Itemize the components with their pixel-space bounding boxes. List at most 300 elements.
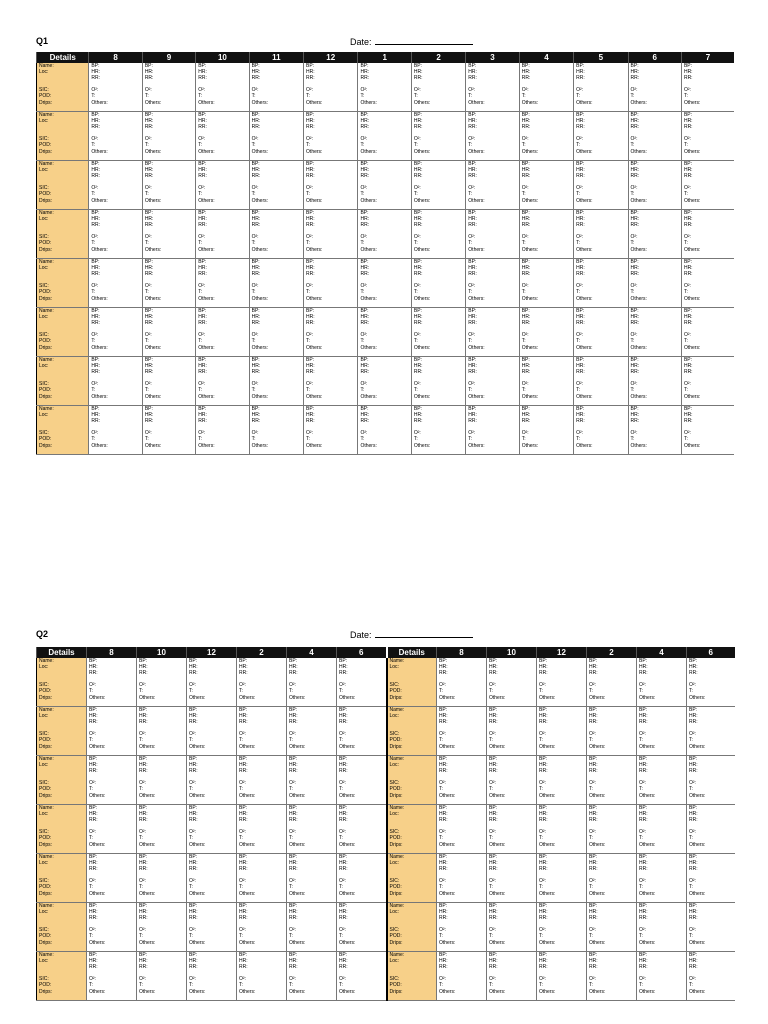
o-label: O²: [521,87,529,94]
vitals-cell[interactable] [142,406,195,455]
vitals-cell[interactable] [637,658,687,707]
vitals-cell[interactable] [437,952,487,1001]
rr-label: RR: [306,418,315,425]
bp-label: BP: [439,756,448,762]
rr-label: RR: [251,75,261,82]
vitals-cell[interactable] [628,259,681,308]
vitals-cell[interactable] [437,756,487,805]
patient-details-cell[interactable] [37,259,89,308]
vitals-cell[interactable] [142,210,195,259]
t-label: T: [683,191,688,198]
vitals-cell[interactable] [537,805,587,854]
vitals-cell[interactable] [681,112,734,161]
o-label: O²: [639,780,646,787]
vitals-cell[interactable] [187,903,237,952]
vitals-cell[interactable] [628,63,681,112]
vitals-cell[interactable] [237,658,287,707]
vitals-cell[interactable] [574,112,628,161]
vitals-cell[interactable] [574,63,628,112]
vitals-cell[interactable] [437,903,487,952]
patient-details-cell[interactable] [37,112,89,161]
vitals-cell[interactable] [187,854,237,903]
vitals-cell[interactable] [196,112,249,161]
vitals-cell[interactable] [249,357,303,406]
vitals-cell[interactable] [574,406,628,455]
vitals-cell[interactable] [411,210,465,259]
vitals-cell[interactable] [574,259,628,308]
vitals-cell[interactable] [628,112,681,161]
vitals-cell[interactable] [187,658,237,707]
vitals-cell[interactable] [574,308,628,357]
others-label: Others: [589,694,606,701]
hour-column-header: 4 [637,647,687,658]
vitals-cell[interactable] [628,161,681,210]
vitals-cell[interactable] [681,210,734,259]
rr-label: RR: [189,964,198,971]
vitals-cell[interactable] [637,805,687,854]
hr-label: HR: [468,363,477,370]
vitals-cell[interactable] [687,854,735,903]
t-label: T: [89,688,93,695]
vitals-cell[interactable] [249,210,303,259]
vitals-cell[interactable] [537,707,587,756]
vitals-cell[interactable] [137,707,187,756]
vitals-cell[interactable] [87,952,137,1001]
vitals-cell[interactable] [187,952,237,1001]
t-label: T: [289,884,293,891]
vitals-cell[interactable] [637,756,687,805]
vitals-cell[interactable] [187,707,237,756]
vitals-cell[interactable] [487,805,537,854]
bp-label: BP: [576,210,585,216]
bp-label: BP: [689,756,698,762]
vitals-cell[interactable] [358,308,411,357]
patient-details-cell[interactable] [387,658,437,707]
vitals-cell[interactable] [89,357,142,406]
vitals-cell[interactable] [587,805,637,854]
vitals-cell[interactable] [628,357,681,406]
o-label: O²: [339,682,346,689]
vitals-cell[interactable] [89,259,142,308]
vitals-cell[interactable] [89,63,142,112]
vitals-cell[interactable] [287,805,337,854]
vitals-cell[interactable] [466,259,519,308]
patient-details-cell[interactable] [387,952,437,1001]
patient-details-cell[interactable] [37,756,87,805]
t-label: T: [89,786,93,793]
vitals-cell[interactable] [187,756,237,805]
hour-column-header: 8 [437,647,487,658]
vitals-cell[interactable] [287,707,337,756]
rr-label: RR: [439,964,448,971]
hr-label: HR: [683,69,693,76]
hr-label: HR: [689,811,698,818]
vitals-cell[interactable] [137,805,187,854]
hr-label: HR: [198,314,207,321]
vitals-cell[interactable] [681,406,734,455]
bp-label: BP: [576,357,585,363]
vitals-cell[interactable] [237,707,287,756]
others-label: Others: [139,792,156,799]
o-label: O²: [683,332,691,339]
others-label: Others: [251,442,269,449]
vitals-cell[interactable] [337,707,387,756]
vitals-cell[interactable] [687,756,735,805]
o-label: O²: [89,927,96,934]
vitals-cell[interactable] [687,903,735,952]
vitals-cell[interactable] [237,854,287,903]
vitals-cell[interactable] [574,161,628,210]
vitals-cell[interactable] [537,903,587,952]
vitals-cell[interactable] [304,161,358,210]
vitals-cell[interactable] [587,756,637,805]
vitals-cell[interactable] [337,903,387,952]
vitals-cell[interactable] [237,756,287,805]
hr-label: HR: [144,69,154,76]
vitals-cell[interactable] [196,259,249,308]
vitals-cell[interactable] [487,756,537,805]
vitals-cell[interactable] [89,308,142,357]
vitals-cell[interactable] [249,406,303,455]
others-label: Others: [521,197,539,204]
vitals-cell[interactable] [681,161,734,210]
vitals-cell[interactable] [358,357,411,406]
vitals-cell[interactable] [574,357,628,406]
q1-date-line[interactable] [375,36,473,45]
vitals-cell[interactable] [196,406,249,455]
vitals-cell[interactable] [411,112,465,161]
vitals-cell[interactable] [437,707,487,756]
rr-label: RR: [468,271,477,278]
vitals-cell[interactable] [237,952,287,1001]
q1-date-field[interactable] [350,36,473,47]
vitals-cell[interactable] [466,210,519,259]
vitals-cell[interactable] [637,854,687,903]
patient-details-cell[interactable] [37,658,87,707]
rr-label: RR: [189,915,198,922]
vitals-cell[interactable] [337,756,387,805]
patient-details-cell[interactable] [387,756,437,805]
o-label: O²: [239,878,246,885]
bp-label: BP: [139,903,148,909]
vitals-cell[interactable] [142,308,195,357]
hr-label: HR: [576,69,585,76]
q2-date-line[interactable] [375,629,473,638]
vitals-cell[interactable] [358,259,411,308]
bp-label: BP: [289,756,298,762]
vitals-cell[interactable] [358,406,411,455]
rr-label: RR: [683,124,693,131]
patient-details-cell[interactable] [37,357,89,406]
vitals-cell[interactable] [411,308,465,357]
bp-label: BP: [144,357,153,363]
patient-details-cell[interactable] [387,854,437,903]
vitals-cell[interactable] [587,903,637,952]
vitals-cell[interactable] [487,952,537,1001]
others-label: Others: [251,295,269,302]
vitals-cell[interactable] [304,112,358,161]
vitals-cell[interactable] [466,406,519,455]
rr-label: RR: [630,222,640,229]
vitals-cell[interactable] [87,854,137,903]
bp-label: BP: [630,112,639,118]
bp-label: BP: [251,63,260,69]
patient-details-cell[interactable] [387,805,437,854]
rr-label: RR: [89,866,98,873]
vitals-cell[interactable] [358,63,411,112]
vitals-cell[interactable] [287,854,337,903]
vitals-cell[interactable] [87,903,137,952]
rr-label: RR: [239,915,248,922]
vitals-cell[interactable] [249,308,303,357]
vitals-cell[interactable] [337,952,387,1001]
vitals-cell[interactable] [587,658,637,707]
vitals-cell[interactable] [337,854,387,903]
vitals-cell[interactable] [237,903,287,952]
pod-label: POD: [39,436,52,443]
patient-details-cell[interactable] [37,854,87,903]
bp-label: BP: [689,805,698,811]
t-label: T: [289,688,293,695]
vitals-cell[interactable] [519,210,573,259]
vitals-cell[interactable] [411,63,465,112]
patient-details-cell[interactable] [37,308,89,357]
rr-label: RR: [468,222,477,229]
t-label: T: [91,338,96,345]
vitals-cell[interactable] [687,707,735,756]
vitals-cell[interactable] [628,308,681,357]
vitals-cell[interactable] [587,707,637,756]
o-label: O²: [139,682,146,689]
patient-details-cell[interactable] [37,903,87,952]
vitals-cell[interactable] [358,112,411,161]
vitals-cell[interactable] [519,112,573,161]
bp-label: BP: [91,259,100,265]
patient-details-cell[interactable] [37,210,89,259]
vitals-cell[interactable] [587,854,637,903]
vitals-cell[interactable] [487,707,537,756]
vitals-cell[interactable] [411,357,465,406]
hr-label: HR: [360,216,370,223]
others-label: Others: [468,295,485,302]
t-label: T: [639,835,643,842]
vitals-cell[interactable] [304,63,358,112]
bp-label: BP: [639,707,648,713]
vitals-cell[interactable] [537,756,587,805]
vitals-cell[interactable] [537,658,587,707]
vitals-cell[interactable] [196,308,249,357]
vitals-cell[interactable] [142,63,195,112]
t-label: T: [521,93,526,100]
patient-details-cell[interactable] [37,161,89,210]
vitals-cell[interactable] [87,658,137,707]
hr-label: HR: [144,412,154,419]
vitals-cell[interactable] [137,756,187,805]
vitals-cell[interactable] [196,357,249,406]
vitals-cell[interactable] [411,161,465,210]
vitals-cell[interactable] [681,63,734,112]
vitals-cell[interactable] [519,406,573,455]
sic-label: SIC: [39,976,49,983]
bp-label: BP: [413,406,422,412]
patient-details-cell[interactable] [37,805,87,854]
vitals-cell[interactable] [287,756,337,805]
bp-label: BP: [89,854,98,860]
vitals-cell[interactable] [487,854,537,903]
vitals-cell[interactable] [237,805,287,854]
vitals-cell[interactable] [87,756,137,805]
vitals-cell[interactable] [249,259,303,308]
vitals-cell[interactable] [487,658,537,707]
vitals-cell[interactable] [519,63,573,112]
vitals-cell[interactable] [687,658,735,707]
vitals-cell[interactable] [304,406,358,455]
vitals-cell[interactable] [681,357,734,406]
vitals-cell[interactable] [358,161,411,210]
vitals-cell[interactable] [287,903,337,952]
vitals-cell[interactable] [196,63,249,112]
vitals-cell[interactable] [142,112,195,161]
vitals-cell[interactable] [628,210,681,259]
hr-label: HR: [306,363,315,370]
others-label: Others: [689,743,706,750]
vitals-cell[interactable] [681,308,734,357]
t-label: T: [439,737,443,744]
vitals-cell[interactable] [466,161,519,210]
vitals-cell[interactable] [137,854,187,903]
vitals-cell[interactable] [466,63,519,112]
vitals-cell[interactable] [304,259,358,308]
patient-details-cell[interactable] [37,63,89,112]
vitals-cell[interactable] [304,210,358,259]
vitals-cell[interactable] [519,308,573,357]
others-label: Others: [468,197,485,204]
vitals-cell[interactable] [537,854,587,903]
vitals-cell[interactable] [249,63,303,112]
vitals-cell[interactable] [137,658,187,707]
pod-label: POD: [39,737,52,744]
vitals-cell[interactable] [337,805,387,854]
hr-label: HR: [576,314,585,321]
vitals-cell[interactable] [287,952,337,1001]
hr-label: HR: [639,958,648,965]
vitals-cell[interactable] [411,406,465,455]
vitals-cell[interactable] [142,259,195,308]
vitals-cell[interactable] [687,952,735,1001]
o-label: O²: [630,136,638,143]
name-label: Name: [39,161,54,167]
t-label: T: [689,884,693,891]
vitals-cell[interactable] [519,357,573,406]
vitals-cell[interactable] [87,707,137,756]
o-label: O²: [413,185,421,192]
vitals-cell[interactable] [687,805,735,854]
vitals-cell[interactable] [304,308,358,357]
hr-label: HR: [189,860,198,867]
vitals-cell[interactable] [137,952,187,1001]
vitals-cell[interactable] [187,805,237,854]
others-label: Others: [339,694,356,701]
vitals-cell[interactable] [287,658,337,707]
vitals-cell[interactable] [519,259,573,308]
vitals-cell[interactable] [142,161,195,210]
others-label: Others: [144,442,162,449]
vitals-cell[interactable] [196,161,249,210]
others-label: Others: [289,694,306,701]
t-label: T: [198,338,203,345]
q2-label: Q2 [36,629,49,639]
t-label: T: [339,835,343,842]
patient-details-cell[interactable] [37,406,89,455]
vitals-cell[interactable] [89,112,142,161]
vitals-cell[interactable] [437,854,487,903]
vitals-cell[interactable] [519,161,573,210]
vitals-cell[interactable] [89,210,142,259]
rr-label: RR: [89,817,98,824]
vitals-cell[interactable] [437,658,487,707]
patient-details-cell[interactable] [387,903,437,952]
vitals-cell[interactable] [437,805,487,854]
bp-label: BP: [189,707,198,713]
patient-details-cell[interactable] [387,707,437,756]
t-label: T: [91,436,96,443]
hr-label: HR: [539,958,548,965]
vitals-cell[interactable] [89,161,142,210]
vitals-cell[interactable] [304,357,358,406]
o-label: O²: [89,731,96,738]
vitals-cell[interactable] [87,805,137,854]
vitals-cell[interactable] [337,658,387,707]
vitals-cell[interactable] [196,210,249,259]
vitals-cell[interactable] [487,903,537,952]
q2-date-field[interactable] [350,629,473,640]
patient-details-cell[interactable] [37,952,87,1001]
name-label: Name: [39,707,54,713]
o-label: O²: [489,878,496,885]
rr-label: RR: [639,915,648,922]
vitals-cell[interactable] [574,210,628,259]
rr-label: RR: [576,173,585,180]
vitals-cell[interactable] [142,357,195,406]
vitals-cell[interactable] [358,210,411,259]
hr-label: HR: [539,860,548,867]
vitals-cell[interactable] [137,903,187,952]
vitals-cell[interactable] [466,357,519,406]
vitals-cell[interactable] [89,406,142,455]
vitals-cell[interactable] [466,308,519,357]
vitals-cell[interactable] [637,952,687,1001]
o-label: O²: [689,976,696,983]
name-label: Name: [39,210,54,216]
rr-label: RR: [468,320,477,327]
vitals-cell[interactable] [466,112,519,161]
vitals-cell[interactable] [637,707,687,756]
vitals-cell[interactable] [628,406,681,455]
vitals-cell[interactable] [637,903,687,952]
vitals-cell[interactable] [587,952,637,1001]
patient-details-cell[interactable] [37,707,87,756]
vitals-cell[interactable] [249,161,303,210]
vitals-cell[interactable] [681,259,734,308]
rr-label: RR: [251,418,261,425]
hr-label: HR: [689,664,698,671]
vitals-cell[interactable] [411,259,465,308]
vitals-cell[interactable] [537,952,587,1001]
others-label: Others: [198,344,215,351]
others-label: Others: [198,393,215,400]
vitals-cell[interactable] [249,112,303,161]
o-label: O²: [139,731,146,738]
